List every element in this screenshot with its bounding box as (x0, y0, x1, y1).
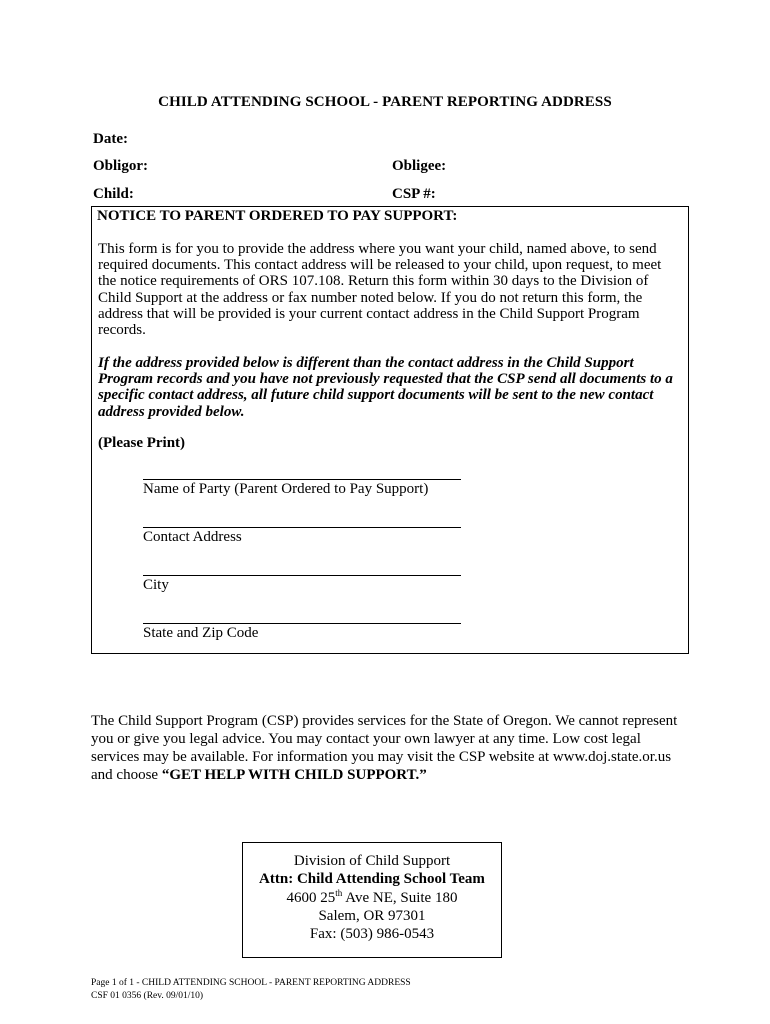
notice-heading: NOTICE TO PARENT ORDERED TO PAY SUPPORT: (97, 208, 458, 224)
child-label: Child: (93, 186, 134, 202)
csp-number-label: CSP #: (392, 186, 436, 202)
csp-info-line: you or give you legal advice. You may contact your own lawyer at any time. Low cost legal (91, 731, 641, 747)
notice-paragraph-1-line: This form is for you to provide the address where you want your child, named above, to send (98, 241, 657, 257)
state-zip-line[interactable] (143, 623, 461, 624)
name-of-party-label: Name of Party (Parent Ordered to Pay Support) (143, 481, 429, 497)
address-attention: Attn: Child Attending School Team (259, 871, 485, 888)
date-label: Date: (93, 131, 128, 147)
contact-address-line[interactable] (143, 527, 461, 528)
address-street-number: 4600 25 (286, 889, 336, 906)
notice-paragraph-1-line: address that will be provided is your current contact address in the Child Support Program (98, 305, 640, 322)
city-line[interactable] (143, 575, 461, 576)
address-city-state: Salem, OR 97301 (318, 907, 426, 924)
city-label: City (143, 577, 169, 593)
csp-info-line: The Child Support Program (CSP) provides services for the State of Oregon. We cannot represent (91, 713, 678, 729)
contact-address-label: Contact Address (143, 529, 242, 545)
form-title: CHILD ATTENDING SCHOOL - PARENT REPORTING ADDRESS (158, 94, 612, 110)
csp-info-paragraph (91, 712, 711, 784)
name-of-party-line[interactable] (143, 479, 461, 480)
address-street (243, 889, 501, 907)
address-division: Division of Child Support (293, 853, 451, 869)
notice-paragraph-2-line: Program records and you have not previously requested that the CSP send all documents to a (98, 371, 673, 388)
notice-paragraph-2 (98, 355, 688, 420)
notice-paragraph-2-line: If the address provided below is different than the contact address in the Child Support (98, 355, 634, 371)
notice-paragraph-1-line: Child Support at the address or fax number noted below. If you do not return this form, the (98, 289, 643, 306)
csp-info-line: services may be available. For information you may visit the CSP website at www.doj.state.or.us (91, 749, 672, 765)
address-street-rest: Ave NE, Suite 180 (342, 889, 458, 906)
notice-paragraph-1-line: records. (98, 322, 146, 339)
state-zip-label: State and Zip Code (143, 625, 259, 641)
address-fax: Fax: (503) 986-0543 (309, 926, 435, 943)
obligee-label: Obligee: (392, 158, 447, 174)
csp-info-prefix: and choose (91, 767, 162, 783)
notice-paragraph-2-line: specific contact address, all future child support documents will be sent to the new contact (98, 387, 654, 404)
notice-paragraph-1 (98, 241, 688, 338)
address-street-suffix: th (335, 887, 343, 898)
notice-paragraph-1-line: the notice requirements of ORS 107.108. Return this form within 30 days to the Division of (98, 273, 649, 290)
obligor-label: Obligor: (93, 158, 148, 174)
csp-info-help-link-text: “GET HELP WITH CHILD SUPPORT.” (161, 767, 427, 783)
notice-paragraph-1-line: required documents. This contact address will be released to your child, upon request, to meet (98, 257, 662, 274)
page-footer-form-number: CSF 01 0356 (Rev. 09/01/10) (91, 991, 204, 1001)
please-print-label: (Please Print) (98, 435, 186, 451)
notice-paragraph-2-line: address provided below. (98, 403, 245, 420)
mailing-address-box (242, 842, 502, 958)
csp-info-last-line (91, 766, 711, 784)
page-footer-title: Page 1 of 1 - CHILD ATTENDING SCHOOL - PARENT REPORTING ADDRESS (91, 978, 411, 988)
